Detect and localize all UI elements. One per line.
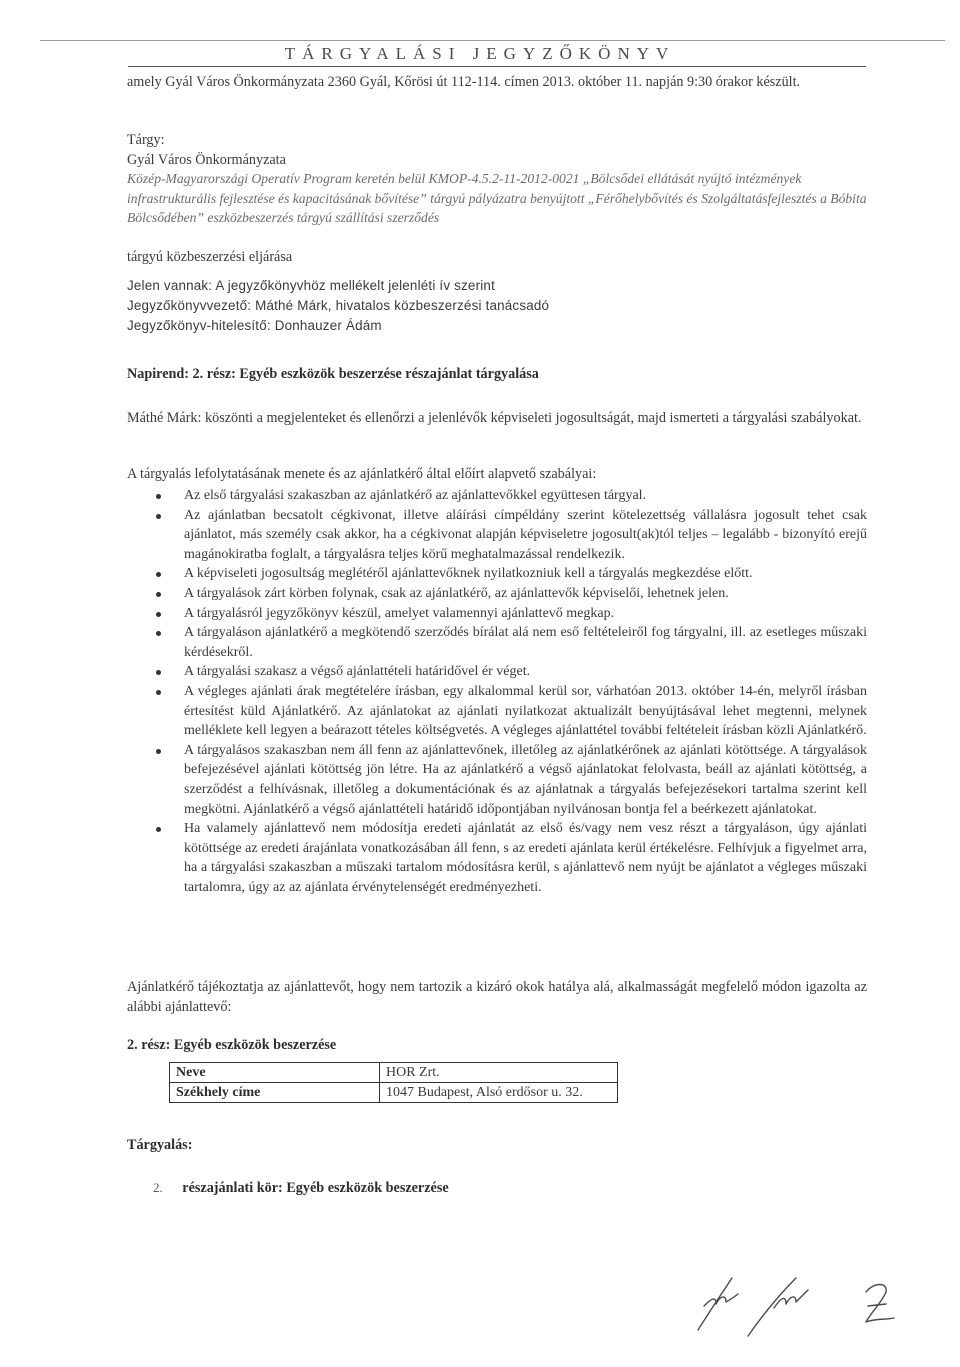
- bidder-address-label: Székhely címe: [170, 1083, 380, 1103]
- signature-stroke: [698, 1278, 732, 1330]
- table-row: [170, 1063, 618, 1083]
- rule-item: A képviseleti jogosultság meglétéről ajánlattevőknek nyilatkozniuk kell a tárgyalás megkezdése előtt.: [127, 564, 867, 584]
- rule-item: Ha valamely ajánlattevő nem módosítja eredeti ajánlatát az első és/vagy nem vesz részt a tárgyaláson, úgy ajánlati kötöttsége az eredeti árajánlata vonatkozásában áll fenn, s az eredeti ajánlata kerül értékelésre. Felhívjuk a figyelmet arra, ha a tárgyalási szakaszban a műszaki tartalom módosításra kerül, s ajánlattevő nem nyújt be ajánlatot a végleges műszaki tartalomra, úgy az az ajánlata érvénytelenségét eredményezheti.: [127, 819, 867, 897]
- subject-program: Közép-Magyarországi Operatív Program keretén belül KMOP-4.5.2-11-2012-0021 „Bölcsődei ellátását nyújtó intézmények infrastrukturális fejlesztése és kapacitásának bővítése” tárgyú pályázatra benyújtott „Férőhelybővítés és Szolgáltatásfejlesztés a Bóbita Bölcsődében” eszközbeszerzés tárgyú szállítási szerződés: [127, 171, 867, 225]
- round-heading: [153, 1178, 753, 1198]
- title-underline: [128, 66, 866, 67]
- round-title: részajánlati kör: Egyéb eszközök beszerzése: [182, 1180, 449, 1196]
- rule-item: Az ajánlatban becsatolt cégkivonat, illetve aláírási címpéldány szerint kötelezettség vállalásra jogosult tehet csak ajánlatot, más személy csak akkor, ha a cégkivonat alapján képviseletre jogosult(ak)tól teljes – legalább - bizonyító erejű magánokiratba foglalt, a tárgyalásra teljes körű meghatalmazással rendelkezik.: [127, 506, 867, 565]
- signature-stroke: [774, 1290, 808, 1308]
- signature-stroke: [866, 1285, 894, 1323]
- table-row: [170, 1083, 618, 1103]
- attendance-present: Jelen vannak: A jegyzőkönyvhöz mellékelt jelenléti ív szerint: [127, 278, 495, 293]
- rule-item: Az első tárgyalási szakaszban az ajánlatkérő az ajánlattevőkkel együttesen tárgyal.: [127, 486, 867, 506]
- round-number: 2.: [153, 1180, 163, 1195]
- negotiation-heading: Tárgyalás:: [127, 1137, 193, 1153]
- handwritten-initials: [690, 1270, 920, 1340]
- bidder-name-value: HOR Zrt.: [380, 1063, 618, 1083]
- subject-label: Tárgy:: [127, 132, 165, 148]
- subject-entity: Gyál Város Önkormányzata: [127, 152, 286, 168]
- rule-item: A tárgyalási szakasz a végső ajánlattételi határidővel ér véget.: [127, 662, 867, 682]
- greeting-paragraph: Máthé Márk: köszönti a megjelenteket és ellenőrzi a jelenlévők képviseleti jogosultságát, majd ismerteti a tárgyalási szabályokat.: [127, 410, 862, 426]
- bidder-address-value: 1047 Budapest, Alsó erdősor u. 32.: [380, 1083, 618, 1103]
- agenda-heading: Napirend: 2. rész: Egyéb eszközök beszerzése részajánlat tárgyalása: [127, 366, 539, 382]
- document-title: TÁRGYALÁSI JEGYZŐKÖNYV: [284, 44, 676, 63]
- attendance-recorder: Jegyzőkönyvvezető: Máthé Márk, hivatalos közbeszerzési tanácsadó: [127, 298, 550, 313]
- rule-item: A tárgyalások zárt körben folynak, csak az ajánlatkérő, az ajánlattevők képviselői, lehetnek jelen.: [127, 584, 867, 604]
- rule-item: A tárgyalásról jegyzőkönyv készül, amelyet valamennyi ajánlattevő megkap.: [127, 604, 867, 624]
- bidder-table: [169, 1062, 618, 1103]
- subject-procedure: tárgyú közbeszerzési eljárása: [127, 249, 293, 265]
- signature-stroke: [748, 1278, 796, 1336]
- rule-item: A végleges ajánlati árak megtételére írásban, egy alkalommal kerül sor, várhatóan 2013. október 14-én, melyről írásban értesítést küld Ajánlatkérő. Az ajánlatokat az ajánlati nyilatkozat aktualizált benyújtásával lehet megtenni, melynek melléklete kell legyen a beárazott tételes költségvetés. A végleges ajánlattétel további feltételeit írásban közli Ajánlatkérő.: [127, 682, 867, 741]
- rules-intro: A tárgyalás lefolytatásának menete és az ajánlatkérő által előírt alapvető szabályai:: [127, 466, 597, 482]
- rule-item: A tárgyalásos szakaszban nem áll fenn az ajánlattevőnek, illetőleg az ajánlatkérőnek az ajánlati kötöttsége. A tárgyalások befejezésével ajánlati kötöttség jön létre. Ha az ajánlatkérő a végső ajánlatokat felolvasta, beáll az ajánlati kötöttség, a szerződést a felhívásnak, illetőleg a dokumentációnak és az ajánlatnak a tárgyalás befejezésekori tartalma szerint kell megkötni. Ajánlatkérő a végső ajánlattételi határidő időpontjában nyilvánosan bontja fel a beérkezett ajánlatokat.: [127, 741, 867, 819]
- bidder-name-label: Neve: [170, 1063, 380, 1083]
- intro-paragraph: amely Gyál Város Önkormányzata 2360 Gyál, Kőrösi út 112-114. címen 2013. október 11. napján 9:30 órakor készült.: [127, 74, 801, 90]
- rule-item: A tárgyaláson ajánlatkérő a megkötendő szerződés bírálat alá nem eső feltételeiről fog tárgyalni, ill. az esetleges műszaki kérdésekről.: [127, 623, 867, 662]
- rules-list: [127, 486, 867, 897]
- attendance-certifier: Jegyzőkönyv-hitelesítő: Donhauzer Ádám: [127, 318, 382, 333]
- top-border-line: [40, 40, 945, 41]
- part-heading: 2. rész: Egyéb eszközök beszerzése: [127, 1037, 337, 1053]
- info-paragraph: Ajánlatkérő tájékoztatja az ajánlattevőt, hogy nem tartozik a kizáró okok hatálya alá, alkalmasságát megfelelő módon igazolta az alábbi ajánlattevő:: [127, 979, 867, 1015]
- signature-stroke: [868, 1304, 886, 1306]
